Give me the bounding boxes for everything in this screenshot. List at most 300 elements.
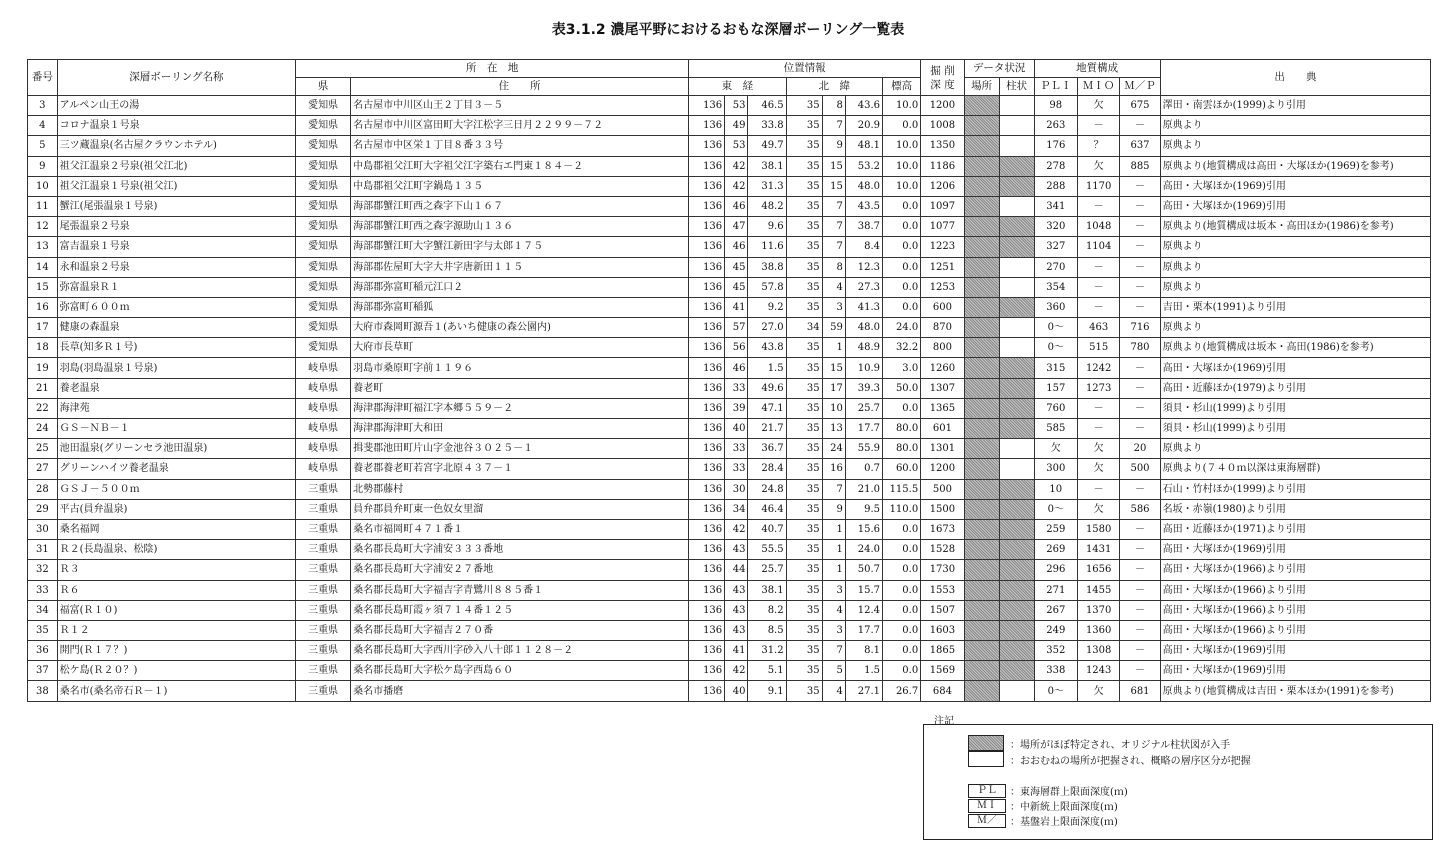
cell-no: 28 [28,479,58,499]
cell-no: 4 [28,116,58,136]
cell-depth: 1507 [921,600,964,620]
cell-e3: 1.5 [748,358,786,378]
table-row [28,439,1431,459]
column-status-cell [999,237,1034,257]
column-status-cell [999,560,1034,580]
cell-n2: 3 [822,620,845,640]
cell-e3: 46.5 [748,96,786,116]
cell-mi: － [1077,398,1119,418]
cell-no: 24 [28,419,58,439]
cell-depth: 1097 [921,196,964,216]
cell-e2: 40 [725,419,748,439]
cell-mp: － [1120,620,1160,640]
cell-e1: 136 [689,519,725,539]
cell-e3: 25.7 [748,560,786,580]
cell-no: 9 [28,156,58,176]
cell-e1: 136 [689,156,725,176]
cell-pref: 岐阜県 [296,459,351,479]
cell-e2: 47 [725,217,748,237]
cell-addr: 羽島市桑原町字前１１９６ [351,358,689,378]
cell-mi: 1308 [1077,641,1119,661]
cell-pref: 愛知県 [296,257,351,277]
cell-elev: 10.0 [882,96,920,116]
cell-e2: 44 [725,560,748,580]
cell-addr: 海部郡蟹江町西之森字下山１６７ [351,196,689,216]
cell-depth: 1730 [921,560,964,580]
cell-mi: 欠 [1077,499,1119,519]
cell-pref: 岐阜県 [296,358,351,378]
cell-n3: 48.0 [845,176,882,196]
cell-n2: 10 [822,398,845,418]
cell-depth: 1500 [921,499,964,519]
cell-n1: 35 [786,116,822,136]
cell-n1: 35 [786,237,822,257]
cell-pref: 愛知県 [296,297,351,317]
cell-addr: 桑名郡長島町大字松ケ島字西島６０ [351,661,689,681]
table-row [28,499,1431,519]
place-status-cell [964,600,999,620]
cell-pl: 320 [1034,217,1077,237]
cell-e1: 136 [689,681,725,701]
cell-pl: 269 [1034,540,1077,560]
place-status-cell [964,257,999,277]
white-description: ：おおむねの場所が把握され、概略の層序区分が把握 [1010,755,1251,767]
cell-n3: 55.9 [845,439,882,459]
cell-pref: 岐阜県 [296,419,351,439]
cell-pl: 354 [1034,277,1077,297]
cell-pref: 愛知県 [296,176,351,196]
column-status-cell [999,459,1034,479]
table-row [28,398,1431,418]
place-status-cell [964,419,999,439]
cell-e2: 42 [725,156,748,176]
cell-pref: 岐阜県 [296,398,351,418]
cell-addr: 大府市長草町 [351,338,689,358]
cell-name: 桑名市(桑名帝石Ｒ－１) [57,681,295,701]
place-status-cell [964,116,999,136]
cell-mi: － [1077,277,1119,297]
legend-white-row [968,751,1251,767]
place-status-cell [964,540,999,560]
column-status-cell [999,297,1034,317]
mi-description: ：中新統上限面深度(ｍ) [1010,802,1118,813]
cell-addr: 海部郡弥富町稲元江口２ [351,277,689,297]
cell-mp: － [1120,257,1160,277]
cell-mp: 637 [1120,136,1160,156]
cell-elev: 115.5 [882,479,920,499]
cell-src: 須貝・杉山(1999)より引用 [1160,419,1430,439]
cell-e1: 136 [689,297,725,317]
cell-addr: 中島郡祖父江町字鍋島１３５ [351,176,689,196]
place-status-cell [964,661,999,681]
cell-mi: 515 [1077,338,1119,358]
cell-n3: 43.6 [845,96,882,116]
cell-no: 27 [28,459,58,479]
header-data-status: データ状況 [964,60,1034,78]
cell-n2: 7 [822,196,845,216]
cell-e3: 55.5 [748,540,786,560]
table-row [28,580,1431,600]
cell-src: 須貝・杉山(1999)より引用 [1160,398,1430,418]
cell-name: グリーンハイツ養老温泉 [57,459,295,479]
table-row [28,419,1431,439]
cell-pl: 300 [1034,459,1077,479]
cell-src: 原典より(７４０ｍ以深は東海層群) [1160,459,1430,479]
pl-description: ：東海層群上限面深度(ｍ) [1010,787,1128,798]
cell-name: 永和温泉２号泉 [57,257,295,277]
cell-n1: 35 [786,176,822,196]
cell-n3: 25.7 [845,398,882,418]
cell-n2: 8 [822,257,845,277]
cell-e2: 41 [725,641,748,661]
cell-mi: 1656 [1077,560,1119,580]
cell-mi: － [1077,297,1119,317]
place-status-cell [964,681,999,701]
cell-n3: 39.3 [845,378,882,398]
cell-no: 14 [28,257,58,277]
table-row [28,641,1431,661]
cell-mi: 1360 [1077,620,1119,640]
cell-mp: － [1120,116,1160,136]
cell-name: 養老温泉 [57,378,295,398]
cell-depth: 1673 [921,519,964,539]
cell-depth: 1528 [921,540,964,560]
cell-depth: 800 [921,338,964,358]
cell-pl: 270 [1034,257,1077,277]
table-row [28,257,1431,277]
place-status-cell [964,277,999,297]
cell-mp: － [1120,419,1160,439]
cell-pl: 341 [1034,196,1077,216]
cell-n1: 35 [786,540,822,560]
table-row [28,681,1431,701]
cell-n3: 12.3 [845,257,882,277]
cell-elev: 0.0 [882,540,920,560]
cell-addr: 養老郡養老町若宮字北原４３７－１ [351,459,689,479]
cell-addr: 海部郡蟹江町西之森字源助山１３６ [351,217,689,237]
cell-e2: 43 [725,540,748,560]
cell-addr: 桑名郡長島町大字西川字砂入八十郎１１２８－２ [351,641,689,661]
cell-no: 38 [28,681,58,701]
cell-name: コロナ温泉１号泉 [57,116,295,136]
cell-src: 高田・大塚ほか(1966)より引用 [1160,600,1430,620]
cell-elev: 0.0 [882,661,920,681]
cell-n3: 43.5 [845,196,882,216]
table-row [28,156,1431,176]
cell-depth: 684 [921,681,964,701]
legend-box [923,724,1433,840]
cell-e1: 136 [689,378,725,398]
cell-pl: 263 [1034,116,1077,136]
cell-e1: 136 [689,499,725,519]
cell-n2: 24 [822,439,845,459]
header-source: 出 典 [1160,60,1430,96]
legend-pl-row [968,783,1128,798]
cell-depth: 1260 [921,358,964,378]
cell-n1: 35 [786,277,822,297]
column-status-cell [999,277,1034,297]
cell-src: 名坂・赤嶺(1980)より引用 [1160,499,1430,519]
hatch-description: ：場所がほぼ特定され、オリジナル柱状図が入手 [1010,739,1231,751]
cell-depth: 601 [921,419,964,439]
cell-elev: 80.0 [882,419,920,439]
cell-src: 高田・大塚ほか(1966)より引用 [1160,560,1430,580]
cell-e3: 48.2 [748,196,786,216]
cell-name: アルペン山王の湯 [57,96,295,116]
cell-name: Ｒ３ [57,560,295,580]
table-row [28,479,1431,499]
cell-addr: 養老町 [351,378,689,398]
mp-description: ：基盤岩上限面深度(ｍ) [1010,817,1118,828]
cell-e1: 136 [689,237,725,257]
header-mp: Ｍ／Ｐ [1120,78,1160,96]
cell-pl: 0～ [1034,338,1077,358]
cell-depth: 1206 [921,176,964,196]
column-status-cell [999,439,1034,459]
header-name: 深層ボーリング名称 [57,60,295,96]
cell-pref: 愛知県 [296,196,351,216]
white-swatch [968,751,1004,767]
cell-no: 18 [28,338,58,358]
cell-pref: 岐阜県 [296,378,351,398]
cell-mp: － [1120,661,1160,681]
cell-elev: 0.0 [882,257,920,277]
cell-e1: 136 [689,176,725,196]
cell-mp: － [1120,540,1160,560]
cell-elev: 32.2 [882,338,920,358]
column-status-cell [999,257,1034,277]
place-status-cell [964,318,999,338]
column-status-cell [999,176,1034,196]
cell-mi: 1104 [1077,237,1119,257]
cell-pref: 愛知県 [296,318,351,338]
cell-e2: 30 [725,479,748,499]
pl-abbr: ＰＬ [968,784,1006,798]
cell-pl: 338 [1034,661,1077,681]
cell-pl: 360 [1034,297,1077,317]
cell-e3: 31.2 [748,641,786,661]
cell-no: 33 [28,580,58,600]
cell-e2: 39 [725,398,748,418]
cell-mi: 欠 [1077,439,1119,459]
cell-elev: 0.0 [882,297,920,317]
legend-mp-row [968,813,1118,828]
cell-e3: 9.2 [748,297,786,317]
cell-name: 祖父江温泉１号泉(祖父江) [57,176,295,196]
cell-n3: 10.9 [845,358,882,378]
cell-e3: 8.2 [748,600,786,620]
cell-e3: 9.6 [748,217,786,237]
cell-src: 高田・大塚ほか(1969)引用 [1160,661,1430,681]
table-header [28,60,1431,96]
place-status-cell [964,136,999,156]
header-north: 北 緯 [786,78,882,96]
cell-no: 35 [28,620,58,640]
place-status-cell [964,459,999,479]
cell-mp: － [1120,196,1160,216]
cell-e1: 136 [689,439,725,459]
cell-mp: － [1120,176,1160,196]
cell-n1: 35 [786,499,822,519]
cell-n2: 1 [822,540,845,560]
place-status-cell [964,297,999,317]
header-address: 住 所 [351,78,689,96]
cell-n3: 1.5 [845,661,882,681]
cell-mp: － [1120,358,1160,378]
cell-n2: 3 [822,580,845,600]
cell-n1: 35 [786,459,822,479]
cell-mp: 586 [1120,499,1160,519]
cell-e2: 45 [725,277,748,297]
cell-depth: 1077 [921,217,964,237]
cell-mp: － [1120,237,1160,257]
table-body [28,96,1431,702]
header-depth: 掘 削 深 度 [921,60,964,96]
cell-depth: 500 [921,479,964,499]
cell-n2: 7 [822,217,845,237]
cell-e2: 45 [725,257,748,277]
cell-e1: 136 [689,358,725,378]
cell-mi: － [1077,257,1119,277]
cell-e3: 46.4 [748,499,786,519]
cell-pref: 三重県 [296,600,351,620]
cell-mi: 欠 [1077,156,1119,176]
cell-n1: 35 [786,136,822,156]
cell-addr: 桑名郡長島町大字浦安３３３番地 [351,540,689,560]
cell-mi: － [1077,479,1119,499]
header-column: 柱状 [999,78,1034,96]
cell-pl: 0～ [1034,681,1077,701]
cell-n3: 8.1 [845,641,882,661]
cell-n2: 8 [822,96,845,116]
cell-no: 36 [28,641,58,661]
cell-e1: 136 [689,277,725,297]
cell-addr: 桑名郡長島町大字浦安２７番地 [351,560,689,580]
cell-pl: 296 [1034,560,1077,580]
cell-no: 10 [28,176,58,196]
cell-n3: 27.1 [845,681,882,701]
cell-name: 尾張温泉２号泉 [57,217,295,237]
cell-e3: 8.5 [748,620,786,640]
place-status-cell [964,398,999,418]
cell-n3: 12.4 [845,600,882,620]
cell-n1: 35 [786,620,822,640]
place-status-cell [964,560,999,580]
cell-e2: 56 [725,338,748,358]
cell-name: 長草(知多Ｒ１号) [57,338,295,358]
cell-no: 11 [28,196,58,216]
cell-src: 原典より [1160,257,1430,277]
cell-mi: － [1077,116,1119,136]
cell-n2: 7 [822,641,845,661]
cell-e3: 47.1 [748,398,786,418]
cell-n2: 3 [822,297,845,317]
cell-mi: 1431 [1077,540,1119,560]
table-row [28,176,1431,196]
cell-pref: 愛知県 [296,217,351,237]
cell-pl: 176 [1034,136,1077,156]
cell-src: 原典より(地質構成は坂本・高田ほか(1986)を参考) [1160,217,1430,237]
cell-name: 弥富町６００ｍ [57,297,295,317]
cell-name: 健康の森温泉 [57,318,295,338]
cell-elev: 26.7 [882,681,920,701]
cell-src: 澤田・南雲ほか(1999)より引用 [1160,96,1430,116]
cell-n3: 15.6 [845,519,882,539]
cell-n1: 35 [786,297,822,317]
cell-name: 蟹江(尾張温泉１号泉) [57,196,295,216]
cell-name: 平古(員弁温泉) [57,499,295,519]
cell-n2: 1 [822,338,845,358]
table-row [28,196,1431,216]
cell-e3: 24.8 [748,479,786,499]
column-status-cell [999,196,1034,216]
cell-depth: 1251 [921,257,964,277]
cell-name: 羽島(羽島温泉１号泉) [57,358,295,378]
cell-e2: 33 [725,459,748,479]
table-row [28,661,1431,681]
cell-n2: 5 [822,661,845,681]
cell-e3: 38.1 [748,156,786,176]
cell-src: 高田・大塚ほか(1969)引用 [1160,641,1430,661]
cell-n3: 17.7 [845,419,882,439]
place-status-cell [964,479,999,499]
cell-pl: 10 [1034,479,1077,499]
cell-mp: 780 [1120,338,1160,358]
cell-pref: 愛知県 [296,237,351,257]
cell-n1: 35 [786,479,822,499]
cell-no: 15 [28,277,58,297]
cell-e2: 43 [725,620,748,640]
cell-depth: 1865 [921,641,964,661]
cell-e3: 27.0 [748,318,786,338]
table-row [28,600,1431,620]
cell-mp: － [1120,297,1160,317]
cell-elev: 0.0 [882,277,920,297]
cell-depth: 1253 [921,277,964,297]
column-status-cell [999,499,1034,519]
cell-n1: 35 [786,419,822,439]
cell-pl: 欠 [1034,439,1077,459]
cell-n2: 9 [822,499,845,519]
cell-mp: 20 [1120,439,1160,459]
cell-e3: 40.7 [748,519,786,539]
cell-addr: 桑名郡長島町大字福吉２７０番 [351,620,689,640]
cell-pl: 267 [1034,600,1077,620]
cell-n2: 4 [822,600,845,620]
place-status-cell [964,580,999,600]
cell-src: 原典より(地質構成は吉田・栗本ほか(1991)を参考) [1160,681,1430,701]
cell-e1: 136 [689,620,725,640]
cell-elev: 0.0 [882,217,920,237]
table-row [28,358,1431,378]
cell-name: ＧＳＪ－５００ｍ [57,479,295,499]
place-status-cell [964,358,999,378]
place-status-cell [964,237,999,257]
cell-n1: 35 [786,156,822,176]
cell-pref: 三重県 [296,479,351,499]
cell-n1: 35 [786,681,822,701]
column-status-cell [999,681,1034,701]
cell-no: 17 [28,318,58,338]
cell-e2: 42 [725,661,748,681]
cell-depth: 1365 [921,398,964,418]
cell-e2: 42 [725,176,748,196]
cell-e3: 38.8 [748,257,786,277]
cell-e3: 5.1 [748,661,786,681]
cell-mp: 716 [1120,318,1160,338]
cell-no: 25 [28,439,58,459]
cell-e3: 49.7 [748,136,786,156]
